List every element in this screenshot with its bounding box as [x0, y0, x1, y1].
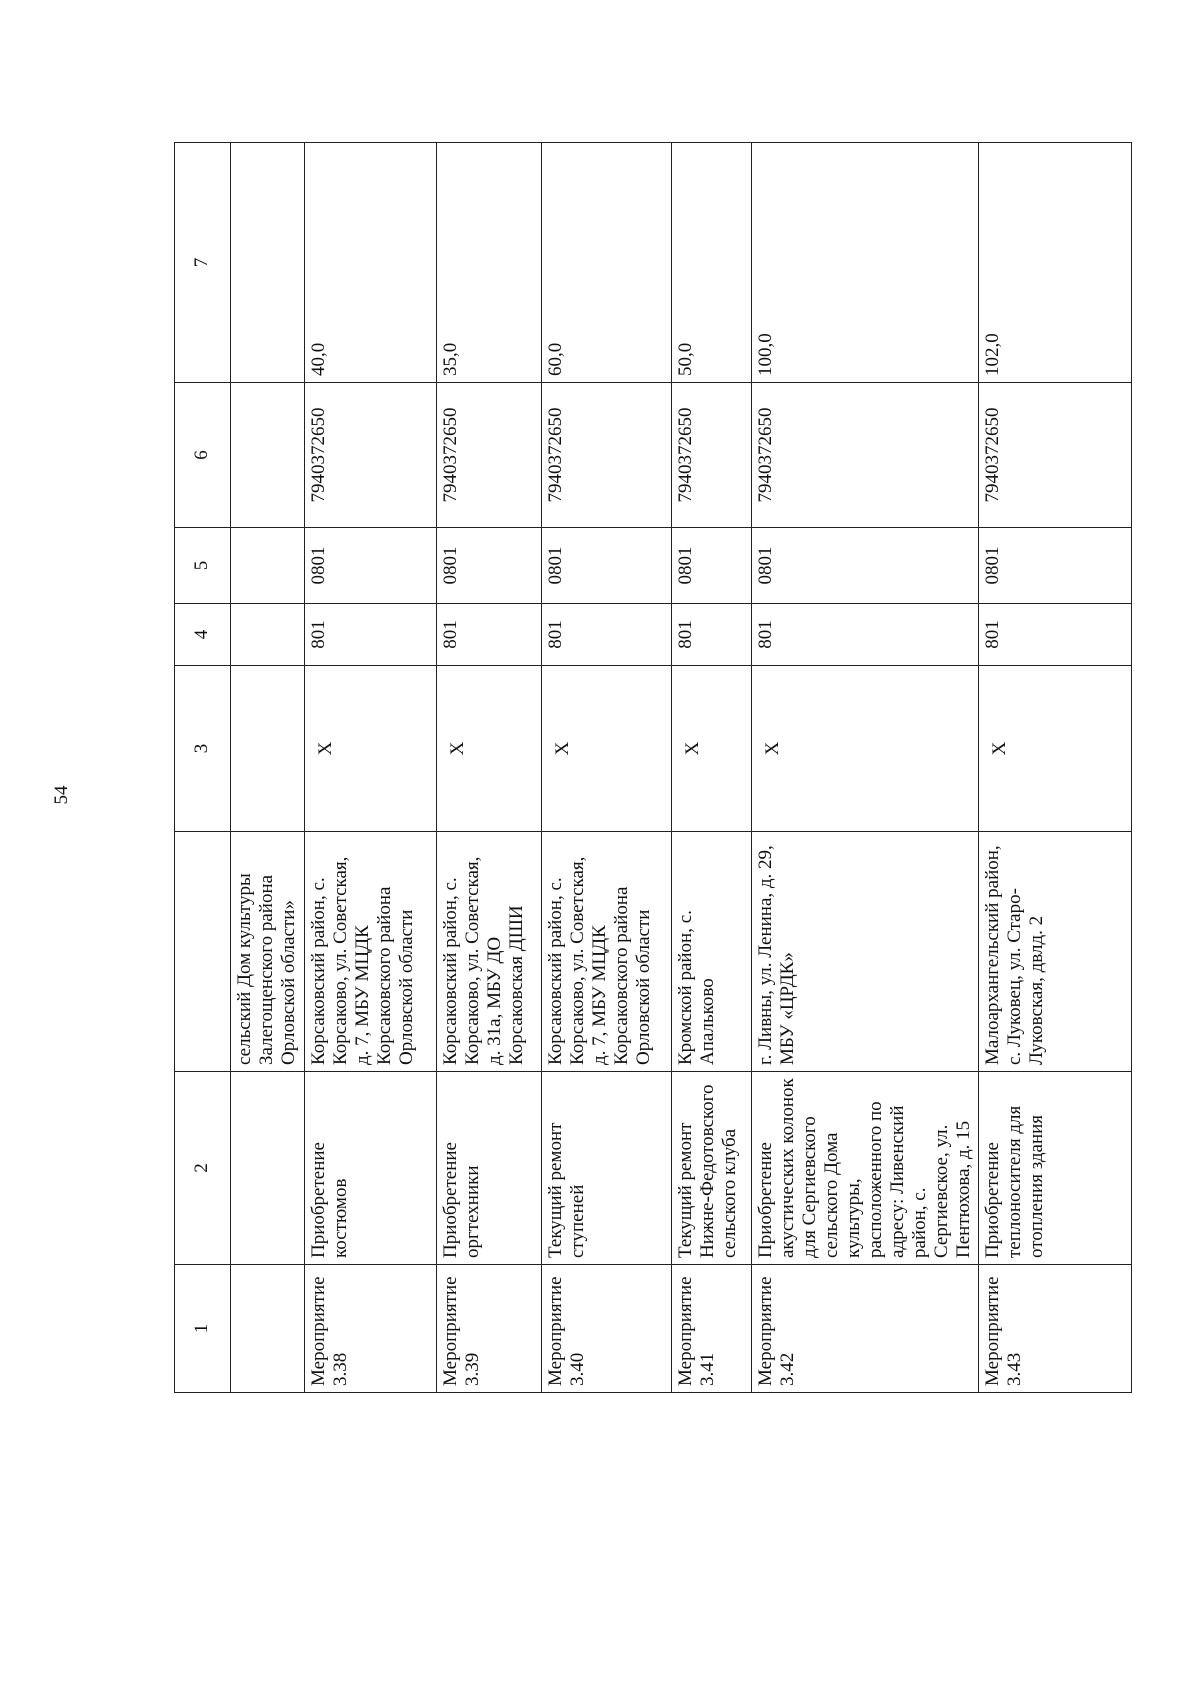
col6-cell: 7940372650 — [437, 383, 542, 528]
header-cell: 6 — [175, 383, 231, 528]
event-cell: Мероприятие 3.42 — [752, 1265, 979, 1393]
address-cell: Корсаковский район, с. Корсаково, ул. Советская, д. 31а, МБУ ДО Корсаковская ДШИ — [437, 832, 542, 1072]
name-cell: Текущий ремонт ступеней — [542, 1072, 672, 1265]
table-row — [752, 143, 979, 1393]
header-cell: 7 — [175, 143, 231, 383]
col4-cell: 801 — [979, 604, 1132, 666]
col6-cell: 7940372650 — [672, 383, 752, 528]
header-cell — [175, 832, 231, 1072]
event-cell: Мероприятие 3.40 — [542, 1265, 672, 1393]
col4-cell: 801 — [672, 604, 752, 666]
table-row — [542, 143, 672, 1393]
col7-cell: 35,0 — [437, 143, 542, 383]
col4-cell: 801 — [305, 604, 437, 666]
name-cell — [231, 1072, 305, 1265]
name-cell: Приобретение костюмов — [305, 1072, 437, 1265]
header-cell: 3 — [175, 666, 231, 832]
col3-cell: Х — [672, 666, 752, 832]
address-cell: Корсаковский район, с. Корсаково, ул. Советская, д. 7, МБУ МЦДК Корсаковского района Орловской области — [305, 832, 437, 1072]
col3-cell — [231, 666, 305, 832]
col4-cell: 801 — [752, 604, 979, 666]
name-cell: Приобретение оргтехники — [437, 1072, 542, 1265]
col7-cell — [231, 143, 305, 383]
table-row — [231, 143, 305, 1393]
header-cell: 2 — [175, 1072, 231, 1265]
table-row — [437, 143, 542, 1393]
event-cell: Мероприятие 3.38 — [305, 1265, 437, 1393]
col6-cell: 7940372650 — [752, 383, 979, 528]
event-cell: Мероприятие 3.39 — [437, 1265, 542, 1393]
table-container — [174, 143, 1114, 1393]
col3-cell: Х — [437, 666, 542, 832]
address-cell: г. Ливны, ул. Ленина, д. 29, МБУ «ЦРДК» — [752, 832, 979, 1072]
col5-cell: 0801 — [752, 528, 979, 604]
col3-cell: Х — [752, 666, 979, 832]
col7-cell: 100,0 — [752, 143, 979, 383]
address-cell: сельский Дом культуры Залегощенского района Орловской области» — [231, 832, 305, 1072]
table-row — [979, 143, 1132, 1393]
event-cell — [231, 1265, 305, 1393]
header-cell: 4 — [175, 604, 231, 666]
header-row — [175, 143, 231, 1393]
page-number: 54 — [51, 785, 72, 805]
name-cell: Приобретение теплоносителя для отопления здания — [979, 1072, 1132, 1265]
table-row — [672, 143, 752, 1393]
col6-cell: 7940372650 — [305, 383, 437, 528]
col5-cell: 0801 — [542, 528, 672, 604]
event-cell: Мероприятие 3.43 — [979, 1265, 1132, 1393]
budget-table — [174, 142, 1132, 1393]
col7-cell: 50,0 — [672, 143, 752, 383]
col5-cell: 0801 — [979, 528, 1132, 604]
col6-cell: 7940372650 — [542, 383, 672, 528]
col6-cell — [231, 383, 305, 528]
col5-cell: 0801 — [437, 528, 542, 604]
col6-cell: 7940372650 — [979, 383, 1132, 528]
name-cell: Приобретение акустических колонок для Сергиевского сельского Дома культуры, расположенного по адресу: Ливенский район, с. Сергиевское, ул. Пентюхова, д. 15 — [752, 1072, 979, 1265]
address-cell: Кромской район, с. Апальково — [672, 832, 752, 1072]
header-cell: 5 — [175, 528, 231, 604]
event-cell: Мероприятие 3.41 — [672, 1265, 752, 1393]
col3-cell: Х — [979, 666, 1132, 832]
col5-cell — [231, 528, 305, 604]
col7-cell: 60,0 — [542, 143, 672, 383]
col3-cell: Х — [305, 666, 437, 832]
col4-cell: 801 — [437, 604, 542, 666]
address-cell: Малоархангельский район, с. Луковец, ул. Старо-Луковская, двлд. 2 — [979, 832, 1132, 1072]
col7-cell: 102,0 — [979, 143, 1132, 383]
table-row — [305, 143, 437, 1393]
col4-cell — [231, 604, 305, 666]
col7-cell: 40,0 — [305, 143, 437, 383]
col5-cell: 0801 — [305, 528, 437, 604]
header-cell: 1 — [175, 1265, 231, 1393]
col4-cell: 801 — [542, 604, 672, 666]
name-cell: Текущий ремонт Нижне-Федотовского сельского клуба — [672, 1072, 752, 1265]
col5-cell: 0801 — [672, 528, 752, 604]
col3-cell: Х — [542, 666, 672, 832]
address-cell: Корсаковский район, с. Корсаково, ул. Советская, д. 7, МБУ МЦДК Корсаковского района Орловской области — [542, 832, 672, 1072]
